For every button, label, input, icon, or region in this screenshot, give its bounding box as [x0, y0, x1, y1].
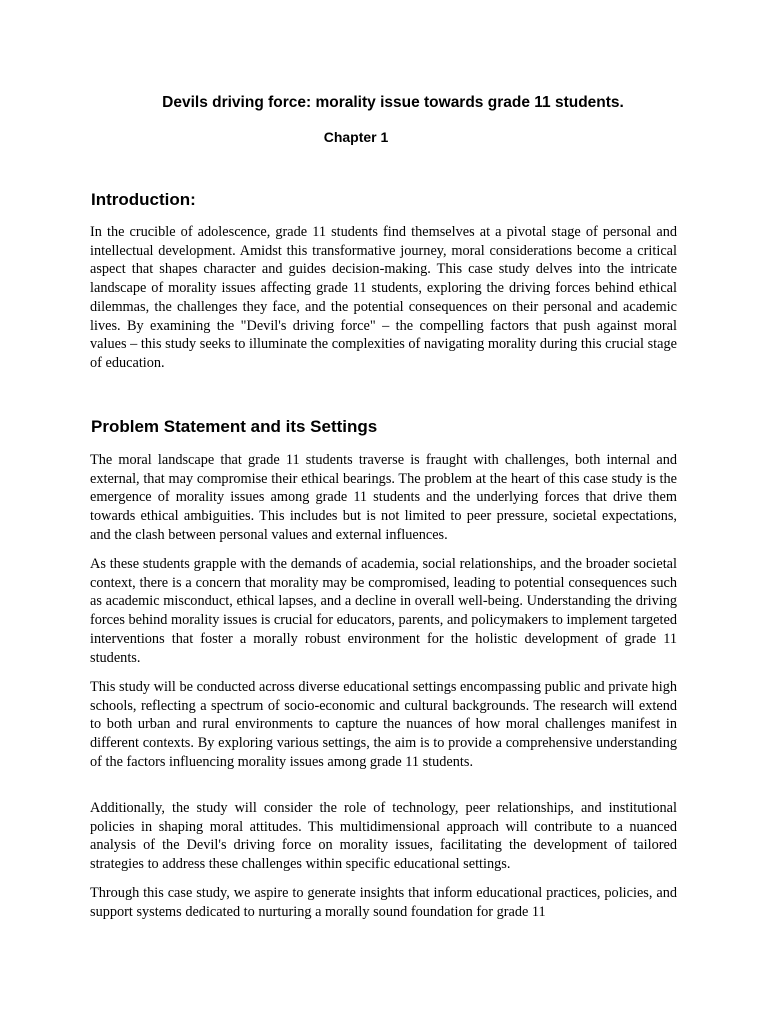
- problem-paragraph-2: As these students grapple with the demands of academia, social relationships, and the broader societal context, there is a concern that morality may be compromised, leading to potential consequences such as academic misconduct, ethical lapses, and a decline in overall well-being. Understanding the driving forces behind morality issues is crucial for educators, parents, and policymakers to implement targeted interventions that foster a morally robust environment for the holistic development of grade 11 students.: [90, 556, 677, 666]
- introduction-paragraph: In the crucible of adolescence, grade 11 students find themselves at a pivotal stage of personal and intellectual development. Amidst this transformative journey, moral considerations become a critical aspect that shapes character and guides decision-making. This case study delves into the intricate landscape of morality issues affecting grade 11 students, exploring the driving forces behind ethical dilemmas, the challenges they face, and the potential consequences on their personal and academic lives. By examining the "Devil's driving force" – the compelling factors that push against moral values – this study seeks to illuminate the complexities of navigating morality during this crucial stage of education.: [90, 224, 677, 371]
- document-title: Devils driving force: morality issue towards grade 11 students.: [162, 94, 624, 111]
- problem-paragraph-4: Additionally, the study will consider the role of technology, peer relationships, and institutional policies in shaping moral attitudes. This multidimensional approach will contribute to a nuanced analysis of the Devil's driving force on morality issues, facilitating the development of tailored strategies to address these challenges within specific educational settings.: [90, 800, 677, 873]
- problem-paragraph-1: The moral landscape that grade 11 students traverse is fraught with challenges, both internal and external, that may compromise their ethical bearings. The problem at the heart of this case study is the emergence of morality issues among grade 11 students and the underlying forces that drive them towards ethical ambiguities. This includes but is not limited to peer pressure, societal expectations, and the clash between personal values and external influences.: [90, 452, 677, 543]
- chapter-label: Chapter 1: [323, 129, 389, 145]
- introduction-heading: Introduction:: [91, 190, 196, 209]
- problem-paragraph-3: This study will be conducted across diverse educational settings encompassing public and private high schools, reflecting a spectrum of socio-economic and cultural backgrounds. The research will extend to both urban and rural environments to capture the nuances of how moral challenges manifest in different contexts. By exploring various settings, the aim is to provide a comprehensive understanding of the factors influencing morality issues among grade 11 students.: [90, 679, 677, 770]
- problem-statement-heading: Problem Statement and its Settings: [91, 417, 378, 436]
- problem-paragraph-5: Through this case study, we aspire to generate insights that inform educational practices, policies, and support systems dedicated to nurturing a morally sound foundation for grade 11: [90, 885, 677, 920]
